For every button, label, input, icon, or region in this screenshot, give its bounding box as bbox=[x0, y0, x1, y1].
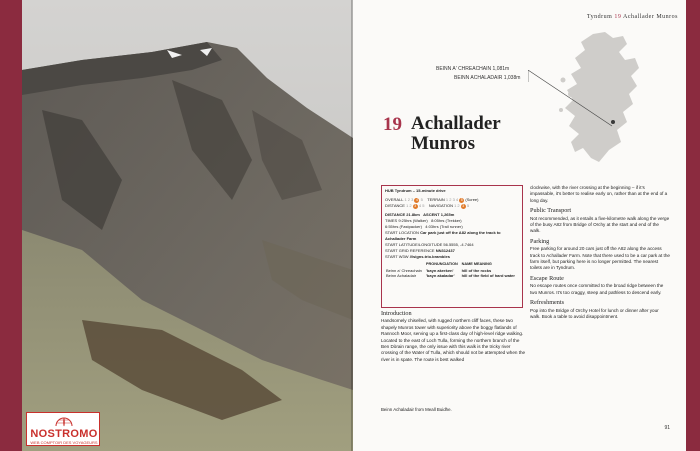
start-location-value: Car park just off the A82 along the track to Achallader Farm bbox=[385, 230, 501, 241]
time-walker: TIMES 9:25hrs (Walker) bbox=[385, 218, 428, 223]
name-meaning-header: NAME MEANING bbox=[461, 262, 492, 266]
running-head-number: 19 bbox=[614, 14, 622, 20]
introduction-heading: Introduction bbox=[381, 310, 412, 317]
peak-name: Beinn Achaladair bbox=[386, 273, 417, 278]
start-w3w-row bbox=[385, 254, 519, 260]
introduction-section bbox=[381, 311, 526, 365]
distance-value: DISTANCE 21.8km bbox=[385, 212, 420, 217]
route-info-box bbox=[381, 185, 523, 308]
peak-name: Beinn a' Chreachain bbox=[386, 267, 422, 273]
start-grid-label: START GRID REFERENCE bbox=[385, 248, 435, 253]
peak-meaning: hill of the rocks bbox=[461, 267, 492, 273]
navigation-selected: 3 bbox=[462, 204, 465, 208]
table-row bbox=[385, 273, 519, 279]
pronunciation-table bbox=[385, 262, 519, 279]
distance-scale: 1 2 bbox=[406, 203, 412, 208]
peak-pronunciation: 'bayn akaladar' bbox=[425, 273, 455, 278]
start-w3w-value: ///signs.trio.brambles bbox=[409, 254, 450, 259]
map-label-beinn-achaladair: BEINN ACHALADAIR 1,038m bbox=[454, 75, 521, 81]
globe-icon bbox=[55, 415, 73, 427]
right-column bbox=[530, 185, 670, 322]
escape-route-heading: Escape Route bbox=[530, 274, 564, 282]
start-location-row bbox=[385, 230, 519, 242]
left-page-photo bbox=[22, 0, 353, 451]
start-w3w-label: START W3W bbox=[385, 254, 409, 259]
time-fastpacker: 6:55hrs (Fastpacker) bbox=[385, 224, 422, 229]
distance-scale-tail: 4 5 bbox=[418, 203, 425, 208]
right-page bbox=[353, 0, 686, 451]
overall-scale: 1 2 3 bbox=[404, 197, 414, 202]
parking-body: Free parking for around 20 cars just off the A82 along the access track to Achallader Farm. Note that there used to be a car park at the farm itself, but parking here is no longer permitted. The nearest toilets are in Tyndrum. bbox=[530, 246, 670, 271]
route-title bbox=[411, 114, 501, 154]
distance-selected: 3 bbox=[414, 204, 417, 208]
terrain-label: TERRAIN bbox=[427, 197, 445, 202]
hub-text: HUB Tyndrum – 15-minute drive bbox=[385, 188, 446, 193]
ascent-value: ASCENT 1,265m bbox=[423, 212, 455, 217]
navigation-scale: 1 2 bbox=[454, 203, 460, 208]
map-label-beinn-a-chreachain: BEINN A' CHREACHAIN 1,081m bbox=[436, 66, 510, 72]
route-number: 19 bbox=[383, 114, 402, 135]
start-grid-value: NN312437 bbox=[435, 248, 455, 253]
logo-tagline: WEB COMPTOIR DES VOYAGEURS bbox=[30, 440, 98, 445]
running-head bbox=[587, 14, 678, 20]
start-location-label: START LOCATION bbox=[385, 230, 419, 235]
public-transport-heading: Public Transport bbox=[530, 207, 572, 215]
public-transport-body: Not recommended, as it entails a five-kilometre walk along the verge of the busy A82 from Bridge of Orchy at the start and end of the walk. bbox=[530, 215, 670, 234]
distance-label: DISTANCE bbox=[385, 203, 405, 208]
continuation-text: clockwise, with the river crossing at the beginning – if it's impassable, it's better to realise early on, rather than at the end of a long day. bbox=[530, 185, 668, 203]
running-head-route: Achallader Munros bbox=[623, 14, 678, 20]
route-title-line-1: Achallader bbox=[411, 113, 501, 134]
introduction-body: Handsomely chiselled, with rugged northern cliff faces, these two shapely Munros tower with superiority above the boggy flatlands of Rannoch Moor, serving up a first-class day of high-level ridge walking. Located to the east of Loch Tulla, forming the northern branch of the Ben Dòrain range, the only issue with this walk is the tricky river crossing of the Water of Tulla, which should not be attempted when the river is in spate. The route is best walked bbox=[381, 318, 526, 362]
page-number: 91 bbox=[664, 425, 670, 431]
refreshments-body: Pop into the Bridge of Orchy Hotel for lunch or dinner after your walk. Book a table to avoid disappointment. bbox=[530, 307, 659, 319]
terrain-selected: 5 bbox=[460, 198, 463, 202]
nostromo-logo bbox=[26, 412, 100, 446]
terrain-scale: 1 2 3 4 bbox=[445, 197, 459, 202]
overall-selected: 4 bbox=[415, 198, 418, 202]
time-trekker: 8:05hrs (Trekker) bbox=[431, 218, 462, 223]
parking-heading: Parking bbox=[530, 237, 550, 245]
route-title-line-2: Munros bbox=[411, 133, 476, 154]
peak-pronunciation: 'bayn akreken' bbox=[425, 267, 454, 273]
photo-caption: Beinn Achaladair from Meall Buidhe. bbox=[381, 407, 452, 412]
navigation-label: NAVIGATION bbox=[428, 203, 453, 208]
pronunciation-header: PRONUNCIATION bbox=[425, 262, 458, 266]
start-latlong-row: START LATITUDE/LONGITUDE 56.5555, -4.7464 bbox=[385, 242, 474, 247]
mountain-photo bbox=[22, 0, 353, 451]
escape-route-body: No escape routes once committed to the broad ridge between the two Munros. It's too craggy, steep and pathless to descend early. bbox=[530, 283, 664, 295]
running-head-place: Tyndrum bbox=[586, 14, 613, 20]
peak-meaning: hill of the field of hard water bbox=[461, 273, 515, 278]
overall-label: OVERALL bbox=[385, 197, 404, 202]
logo-brand: NOSTROMO bbox=[30, 428, 98, 440]
refreshments-heading: Refreshments bbox=[530, 299, 565, 307]
map-pointer-line bbox=[528, 70, 618, 130]
overall-scale-tail: 5 bbox=[420, 197, 423, 202]
time-trail-runner: 4:03hrs (Trail runner) bbox=[425, 224, 463, 229]
terrain-note: (Scree) bbox=[465, 197, 479, 202]
navigation-scale-tail: 5 bbox=[466, 203, 470, 208]
